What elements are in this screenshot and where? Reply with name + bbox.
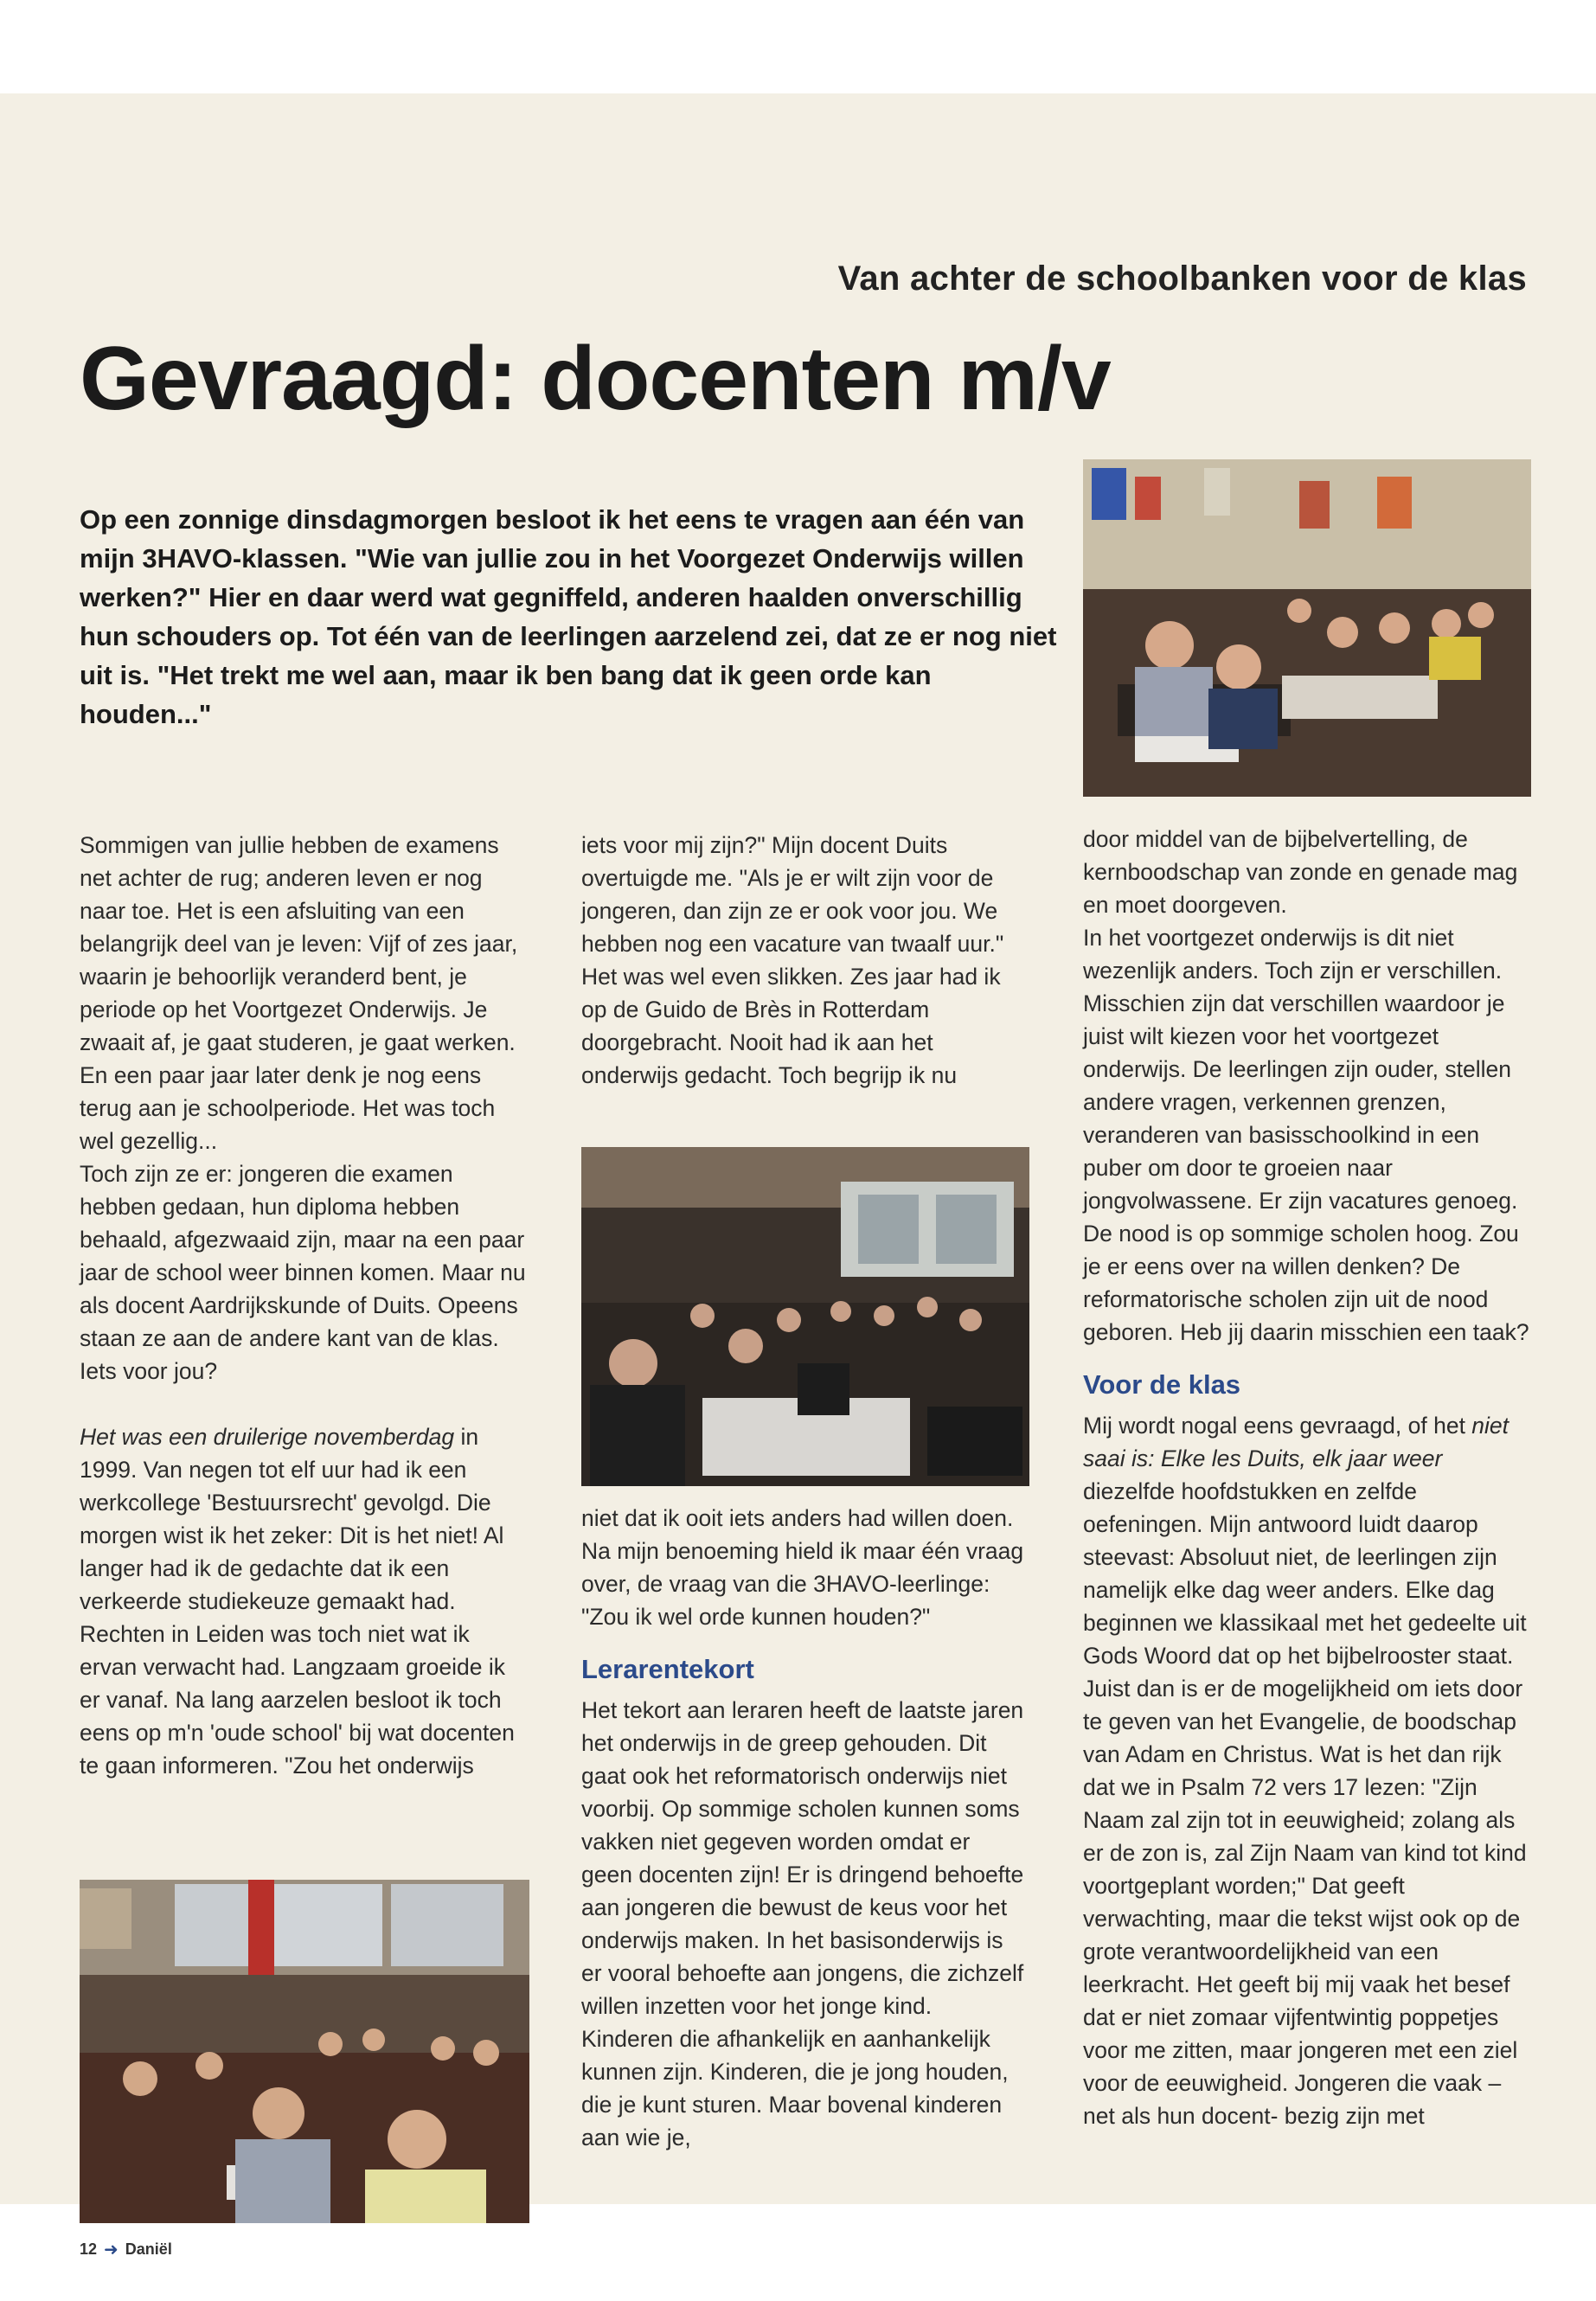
italic-text: Het was een druilerige novemberdag <box>80 1424 455 1450</box>
text-column-2 <box>581 829 1027 1092</box>
paragraph-text: in 1999. Van negen tot elf uur had ik een werkcollege 'Bestuursrecht' gevolgd. Die morgen wist ik het zeker: Dit is het niet! Al langer had ik de gedachte dat ik een verkeerde studiekeuze gemaakt had. Rechten in Leiden was toch niet wat ik ervan verwacht had. Langzaam groeide ik er vanaf. Na lang aarzelen besloot ik toch eens op m'n 'oude school' bij wat docenten te gaan informeren. "Zou het onderwijs <box>80 1424 515 1779</box>
paragraph: Het was wel even slikken. Zes jaar had ik op de Guido de Brès in Rotterdam doorgebracht. Nooit had ik aan het onderwijs gedacht. Toch begrijp ik nu <box>581 964 1001 1088</box>
paragraph: Sommigen van jullie hebben de examens net achter de rug; anderen leven er nog naar toe. Het is een afsluiting van een belangrijk deel van je leven: Vijf of zes jaar, waarin je behoorlijk veranderd bent, je periode op het Voortgezet Onderwijs. Je zwaait af, je gaat studeren, je gaat werken. En een paar jaar later denk je nog eens terug aan je schoolperiode. Het was toch wel gezellig... <box>80 832 518 1154</box>
paragraph: door middel van de bijbelvertelling, de kernboodschap van zonde en genade mag en moet doorgeven. <box>1083 826 1518 918</box>
paragraph-text: Mij wordt nogal eens gevraagd, of het <box>1083 1413 1472 1439</box>
subheading-lerarentekort: Lerarentekort <box>581 1654 754 1684</box>
article-intro: Op een zonnige dinsdagmorgen besloot ik het eens te vragen aan één van mijn 3HAVO-klassen. "Wie van jullie zou in het Voorgezet Onderwijs willen werken?" Hier en daar werd wat gegniffeld, anderen haalden onverschillig hun schouders op. Tot één van de leerlingen aarzelend zei, dat ze er nog niet uit is. "Het trekt me wel aan, maar ik ben bang dat ik geen orde kan houden..." <box>80 504 1057 729</box>
arrow-right-icon: ➜ <box>104 2240 119 2259</box>
paragraph: Het tekort aan leraren heeft de laatste jaren het onderwijs in de greep gehouden. Dit gaat ook het reformatorisch onderwijs niet voorbij. Op sommige scholen kunnen soms vakken niet gegeven worden omdat er geen docenten zijn! Er is dringend behoefte aan jongeren die bewust de keus voor het onderwijs maken. In het basisonderwijs is er vooral behoefte aan jongens, die zichzelf willen inzetten voor het jonge kind. Kinderen die afhankelijk en aanhankelijk kunnen zijn. Kinderen, die je jong houden, die je kunt sturen. Maar bovenal kinderen aan wie je, <box>581 1697 1024 2150</box>
page-footer <box>80 2239 172 2260</box>
magazine-name: Daniël <box>125 2240 172 2258</box>
paragraph: Toch zijn ze er: jongeren die examen hebben gedaan, hun diploma hebben behaald, afgezwaaid zijn, maar na een paar jaar de school weer binnen komen. Maar nu als docent Aardrijkskunde of Duits. Opeens staan ze aan de andere kant van de klas. Iets voor jou? <box>80 1161 526 1384</box>
section-kicker: Van achter de schoolbanken voor de klas <box>837 260 1527 298</box>
magazine-page <box>0 93 1596 2259</box>
paragraph <box>1083 1409 1533 2132</box>
text-column-1 <box>80 829 531 1782</box>
paragraph <box>80 1420 531 1782</box>
page-number: 12 <box>80 2240 98 2258</box>
article-title: Gevraagd: docenten m/v <box>80 329 1111 429</box>
paragraph-text: diezelfde hoofdstukken en zelfde oefeningen. Mijn antwoord luidt daarop steevast: Absoluut niet, de leerlingen zijn namelijk elke dag weer anders. Elke dag beginnen we klassikaal met het gedeelte uit Gods Woord dat op het bijbelrooster staat. Juist dan is er de mogelijkheid om iets door te geven van het Evangelie, de boodschap van Adam en Christus. Wat is het dan rijk dat we in Psalm 72 vers 17 lezen: "Zijn Naam zal zijn tot in eeuwigheid; zolang als er de zon is, zal Zijn Naam van kind tot kind voortgeplant worden;" Dat geeft verwachting, maar die tekst wijst ook op de grote verantwoordelijkheid van een leerkracht. Het geeft bij mij vaak het besef dat er niet zomaar vijfentwintig poppetjes voor me zitten, maar jongeren met een ziel voor de eeuwigheid. Jongeren die vaak –net als hun docent- bezig zijn met <box>1083 1478 1527 2129</box>
paragraph: niet dat ik ooit iets anders had willen doen. Na mijn benoeming hield ik maar één vraag over, de vraag van die 3HAVO-leerlinge: "Zou ik wel orde kunnen houden?" <box>581 1505 1024 1630</box>
text-column-2-continued <box>581 1502 1027 2154</box>
italic-text: niet saai is: Elke les Duits, elk jaar weer <box>1083 1413 1509 1471</box>
classroom-photo-1 <box>1083 459 1531 797</box>
paragraph: iets voor mij zijn?" Mijn docent Duits overtuigde me. "Als je er wilt zijn voor de jongeren, dan zijn ze er ook voor jou. We hebben nog een vacature van twaalf uur." <box>581 832 1004 957</box>
paragraph: In het voortgezet onderwijs is dit niet wezenlijk anders. Toch zijn er verschillen. Misschien zijn dat verschillen waardoor je juist wilt kiezen voor het voortgezet onderwijs. De leerlingen zijn ouder, stellen andere vragen, verkennen grenzen, veranderen van basisschoolkind in een puber om door te groeien naar jongvolwassene. Er zijn vacatures genoeg. De nood is op sommige scholen hoog. Zou je er eens over na willen denken? De reformatorische scholen zijn uit de nood geboren. Heb jij daarin misschien een taak? <box>1083 925 1529 1345</box>
classroom-photo-2 <box>581 1147 1029 1486</box>
classroom-photo-3 <box>80 1880 529 2223</box>
subheading-voor-de-klas: Voor de klas <box>1083 1369 1241 1400</box>
text-column-3 <box>1083 823 1533 2132</box>
